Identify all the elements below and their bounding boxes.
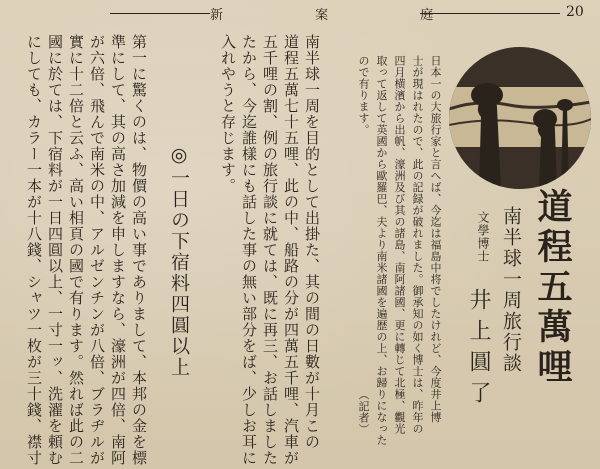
body-line: 國に於ては、下宿料が一日四圓以上、一寸一ッ、洗濯を頼む — [46, 34, 64, 466]
editor-note-line: ので有ります。 （記者） — [357, 55, 370, 435]
body-line: 道程五萬七十五哩、此の中、船路の分が四萬五千哩、汽車が — [282, 34, 300, 466]
trees-landscape-illustration — [449, 47, 591, 189]
author-title: 文學博士 — [476, 211, 490, 263]
body-line: 準にして、其の高さ加減を申しますなら、濠洲が四倍、南阿 — [109, 34, 127, 466]
page-number: 20 — [566, 4, 584, 20]
body-line: 第一に驚くのは、物價の高い事でありまして、本邦の金を標 — [130, 34, 148, 466]
illustration-graphic — [449, 47, 591, 189]
editor-note-line: 日本一の大旅行家と言へば、今迄は福島中将でしたけれど、今度井上博 — [429, 55, 442, 423]
header-rule-left — [110, 13, 210, 14]
editor-note-line: 士が現はれたので、此の記録が破れました。御承知の如く博士は、昨年の — [411, 55, 424, 435]
editor-note-line: 四月横濱から出帆、濠洲及び其の諸島、南阿諸國、更に轉じて北極、觀光 — [393, 55, 406, 435]
section-title: 新 案 庭 — [210, 8, 478, 23]
article-title: 道程五萬哩 — [532, 188, 573, 388]
body-line: 南半球一周を目的として出掛た、其の間の日數が十月この — [303, 34, 321, 450]
author-name: 井上圓了 — [466, 288, 491, 412]
header-rule-right — [420, 13, 560, 14]
body-line: たから、今迄誰樣にも話した事の無い部分をば、少しお耳に — [240, 34, 258, 466]
body-line: 五千哩の割、例の旅行談に就ては、既に再三、お話しました — [261, 34, 279, 466]
body-line: にしても、カラー一本が十八錢、シャツ一枚が三十錢、襟寸 — [25, 34, 43, 466]
body-line: 入れやうと存じます。 — [219, 34, 237, 194]
body-line: 實に十二倍と云ふ、高い相頁の國で有ります。然れば此の二 — [67, 34, 85, 466]
article-subtitle: 南半球一周旅行談 — [500, 206, 522, 374]
body-line: が六倍、飛んで南米の中、アルゼンチンが八倍、ブラヂルが — [88, 34, 106, 466]
section-heading: ◎一日の下宿料四圓以上 — [168, 144, 190, 378]
editor-note-line: 取って返して英國から歐羅巴、夫より南米諸國を遍歴の上、お歸りになった — [375, 55, 388, 446]
